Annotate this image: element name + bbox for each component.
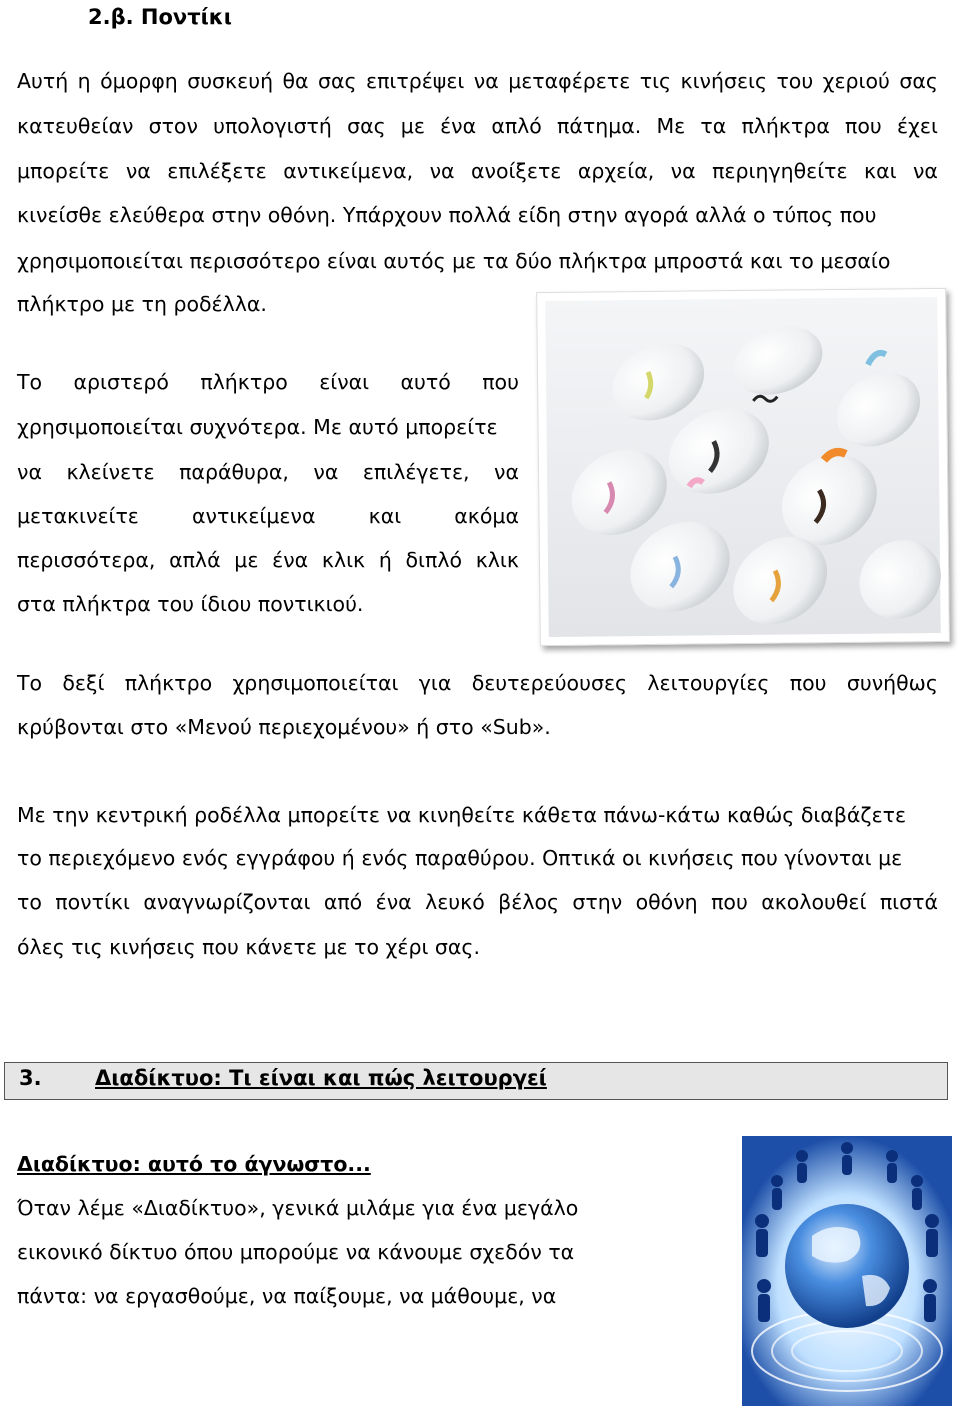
word: συνήθως [846, 671, 938, 695]
word: συσκευή [187, 69, 274, 93]
word: είναι [319, 370, 370, 394]
word: απλό [491, 114, 542, 138]
word: να [429, 159, 455, 183]
word: ένα [272, 548, 309, 572]
p2-line-2: χρησιμοποιείται συχνότερα. Με αυτό μπορείτε [17, 415, 498, 439]
word: Το [17, 671, 43, 695]
word: να [912, 159, 938, 183]
word: αρχεία, [577, 159, 655, 183]
word: ανοίξετε [470, 159, 562, 183]
word: για [418, 671, 452, 695]
section-number: 3. [19, 1066, 42, 1090]
word: όμορφη [100, 69, 178, 93]
word: πλήκτρο [200, 370, 288, 394]
word: το [17, 890, 42, 914]
word: πιστά [879, 890, 938, 914]
word: σας [318, 69, 357, 93]
word: που [789, 671, 827, 695]
word: ένα [440, 114, 477, 138]
p5-line-3: πάντα: να εργασθούμε, να παίξουμε, να μάθουμε, να [17, 1284, 557, 1308]
word: ποντίκι [55, 890, 130, 914]
word: ακόμα [454, 504, 519, 528]
section-title: Διαδίκτυο: Τι είναι και πώς λειτουργεί [95, 1066, 547, 1090]
globe-illustration [742, 1136, 952, 1406]
word: να [17, 460, 42, 484]
word: παράθυρα, [179, 460, 289, 484]
word: αντικείμενα [192, 504, 316, 528]
section-3-heading [4, 1062, 948, 1100]
word: να [494, 460, 519, 484]
word: βέλος [498, 890, 560, 914]
word: στον [148, 114, 198, 138]
word: με [400, 114, 425, 138]
word: κινήσεις [680, 69, 767, 93]
word: δευτερεύουσες [471, 671, 628, 695]
mice-photo [536, 288, 950, 646]
word: από [323, 890, 363, 914]
word: να [670, 159, 696, 183]
word: μπορείτε [17, 159, 110, 183]
p1-line-6: πλήκτρο με τη ροδέλλα. [17, 292, 267, 316]
word: αριστερό [73, 370, 169, 394]
p4-line-2: το περιεχόμενο ενός εγγράφου ή ενός παραθύρου. Οπτικά οι κινήσεις που γίνονται με [17, 846, 903, 870]
p1-line-5: χρησιμοποιείται περισσότερο είναι αυτός με τα δύο πλήκτρα μπροστά και το μεσαίο [17, 249, 891, 273]
word: αυτό [400, 370, 451, 394]
word: διπλό [405, 548, 463, 572]
word: ακολουθεί [761, 890, 867, 914]
word: δεξί [62, 671, 105, 695]
word: Με [656, 114, 686, 138]
p5-line-1: Όταν λέμε «Διαδίκτυο», γενικά μιλάμε για ένα μεγάλο [17, 1196, 579, 1220]
word: Το [17, 370, 43, 394]
word: επιλέξετε [167, 159, 267, 183]
word: θα [282, 69, 309, 93]
p1-line-3 [17, 149, 938, 193]
word: επιλέγετε, [362, 460, 470, 484]
word: απλά [169, 548, 221, 572]
word: με [234, 548, 259, 572]
word: περιηγηθείτε [712, 159, 848, 183]
word: που [711, 890, 748, 914]
p1-line-1 [17, 59, 938, 103]
word: σας [347, 114, 386, 138]
word: μετακινείτε [17, 504, 139, 528]
p1-line-2 [17, 104, 938, 148]
word: ή [378, 548, 392, 572]
p5-line-2: εικονικό δίκτυο όπου μπορούμε να κάνουμε σχεδόν τα [17, 1240, 575, 1264]
word: και [864, 159, 897, 183]
subheading-internet: Διαδίκτυο: αυτό το άγνωστο... [17, 1152, 371, 1176]
word: μεταφέρετε [508, 69, 631, 93]
word: λευκό [425, 890, 485, 914]
word: να [473, 69, 499, 93]
word: του [776, 69, 814, 93]
p2-line-1 [17, 360, 519, 404]
word: κλικ [321, 548, 366, 572]
word: επιτρέψει [366, 69, 465, 93]
word: και [368, 504, 402, 528]
word: αντικείμενα, [283, 159, 414, 183]
p2-line-4 [17, 494, 519, 538]
word: έχει [896, 114, 938, 138]
word: κατευθείαν [17, 114, 134, 138]
heading-mouse: 2.β. Ποντίκι [88, 5, 232, 29]
mice-illustration [537, 289, 949, 645]
word: που [482, 370, 519, 394]
word: λειτουργίες [647, 671, 770, 695]
word: ένα [375, 890, 412, 914]
word: τις [639, 69, 672, 93]
p2-line-3 [17, 450, 519, 494]
word: κλικ [475, 548, 519, 572]
p1-line-4: κινείσθε ελεύθερα στην οθόνη. Υπάρχουν πολλά είδη στην αγορά αλλά ο τύπος που [17, 203, 877, 227]
word: σας [899, 69, 938, 93]
word: οθόνη [635, 890, 698, 914]
word: στην [572, 890, 623, 914]
word: κλείνετε [66, 460, 155, 484]
word: πλήκτρα [741, 114, 830, 138]
globe-people-icon [742, 1136, 952, 1406]
word: Αυτή [17, 69, 69, 93]
p3-line-2: κρύβονται στο «Μενού περιεχομένου» ή στο «Sub». [17, 715, 551, 739]
p2-line-5 [17, 538, 519, 582]
word: χρησιμοποιείται [232, 671, 399, 695]
word: να [313, 460, 339, 484]
word: τα [700, 114, 727, 138]
word: να [125, 159, 151, 183]
word: που [845, 114, 882, 138]
word: πλήκτρο [124, 671, 213, 695]
word: αναγνωρίζονται [143, 890, 311, 914]
word: η [77, 69, 91, 93]
p2-line-6: στα πλήκτρα του ίδιου ποντικιού. [17, 592, 364, 616]
p4-line-1: Με την κεντρική ροδέλλα μπορείτε να κινηθείτε κάθετα πάνω-κάτω καθώς διαβάζετε [17, 803, 907, 827]
word: περισσότερα, [17, 548, 156, 572]
p4-line-3 [17, 880, 938, 924]
word: χεριού [822, 69, 890, 93]
word: υπολογιστή [213, 114, 332, 138]
p3-line-1 [17, 661, 938, 705]
p4-line-4: όλες τις κινήσεις που κάνετε με το χέρι σας. [17, 935, 480, 959]
word: πάτημα. [557, 114, 642, 138]
